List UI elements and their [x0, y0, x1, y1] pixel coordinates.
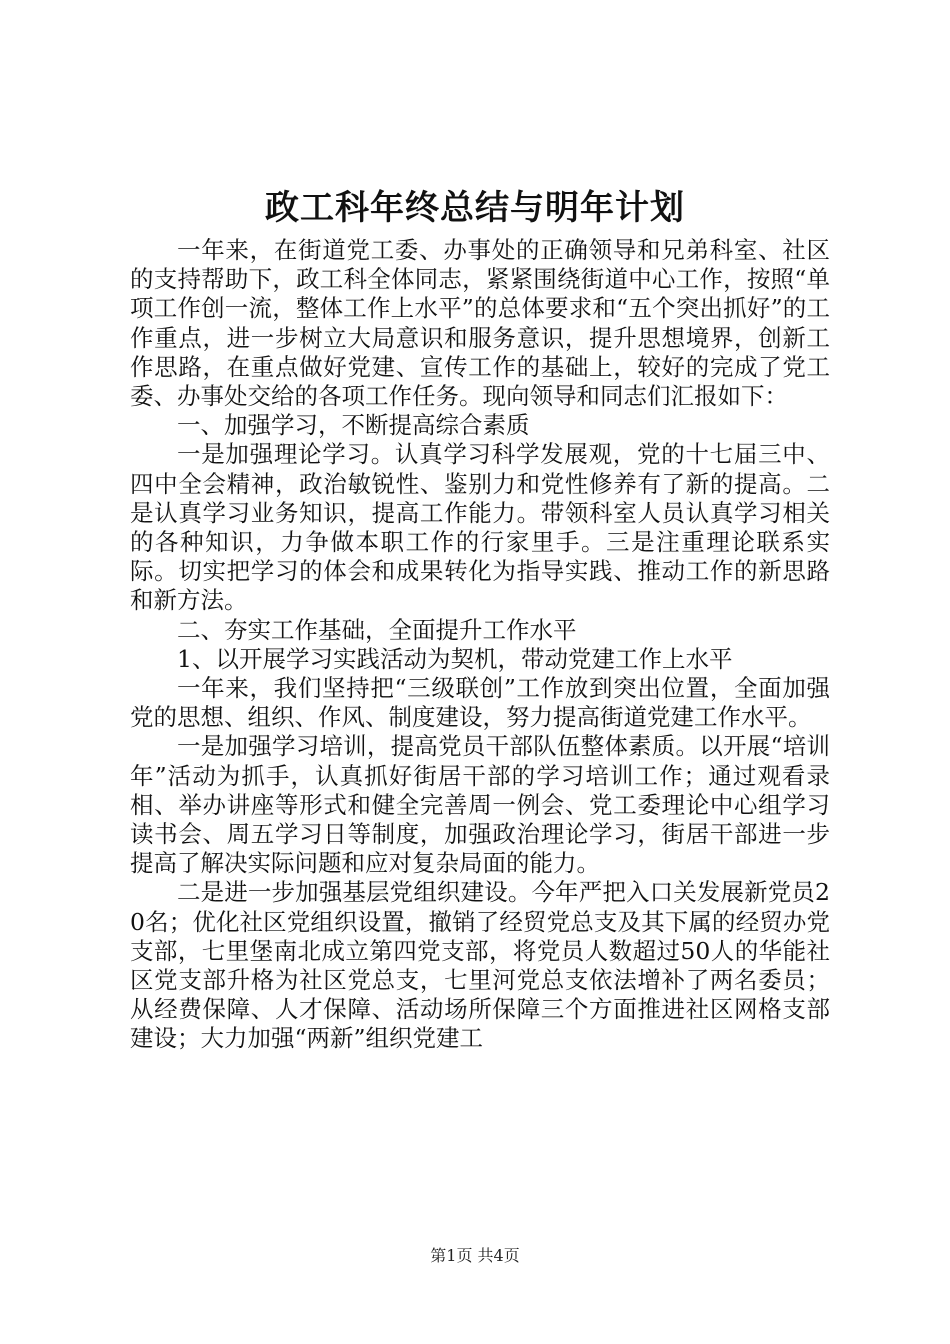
intro-paragraph: 一年来，在街道党工委、办事处的正确领导和兄弟科室、社区的支持帮助下，政工科全体同志，紧紧围绕街道中心工作，按照“单项工作创一流，整体工作上水平”的总体要求和“五个突出抓好”的工作重点，进一步树立大局意识和服务意识，提升思想境界，创新工作思路，在重点做好党建、宣传工作的基础上，较好的完成了党工委、办事处交给的各项工作任务。现向领导和同志们汇报如下： [130, 236, 830, 411]
document-body [130, 236, 830, 1054]
page-footer: 第1页 共4页 [430, 1246, 520, 1265]
body-paragraph: 一是加强学习培训，提高党员干部队伍整体素质。以开展“培训年”活动为抓手，认真抓好街居干部的学习培训工作；通过观看录相、举办讲座等形式和健全完善周一例会、党工委理论中心组学习读书会、周五学习日等制度，加强政治理论学习，街居干部进一步提高了解决实际问题和应对复杂局面的能力。 [130, 732, 830, 878]
body-paragraph: 一年来，我们坚持把“三级联创”工作放到突出位置，全面加强党的思想、组织、作风、制度建设，努力提高街道党建工作水平。 [130, 674, 830, 732]
body-paragraph: 二是进一步加强基层党组织建设。今年严把入口关发展新党员20名；优化社区党组织设置，撤销了经贸党总支及其下属的经贸办党支部，七里堡南北成立第四党支部，将党员人数超过50人的华能社区党支部升格为社区党总支，七里河党总支依法增补了两名委员；从经费保障、人才保障、活动场所保障三个方面推进社区网格支部建设；大力加强“两新”组织党建工 [130, 878, 830, 1053]
subsection-heading-1: 1、以开展学习实践活动为契机，带动党建工作上水平 [177, 644, 733, 673]
body-paragraph: 一是加强理论学习。认真学习科学发展观，党的十七届三中、四中全会精神，政治敏锐性、鉴别力和党性修养有了新的提高。二是认真学习业务知识，提高工作能力。带领科室人员认真学习相关的各种知识，力争做本职工作的行家里手。三是注重理论联系实际。切实把学习的体会和成果转化为指导实践、推动工作的新思路和新方法。 [130, 440, 830, 615]
section-heading-1: 一、加强学习，不断提高综合素质 [177, 411, 530, 440]
section-heading-2: 二、夯实工作基础，全面提升工作水平 [177, 615, 577, 644]
document-title: 政工科年终总结与明年计划 [265, 188, 685, 228]
